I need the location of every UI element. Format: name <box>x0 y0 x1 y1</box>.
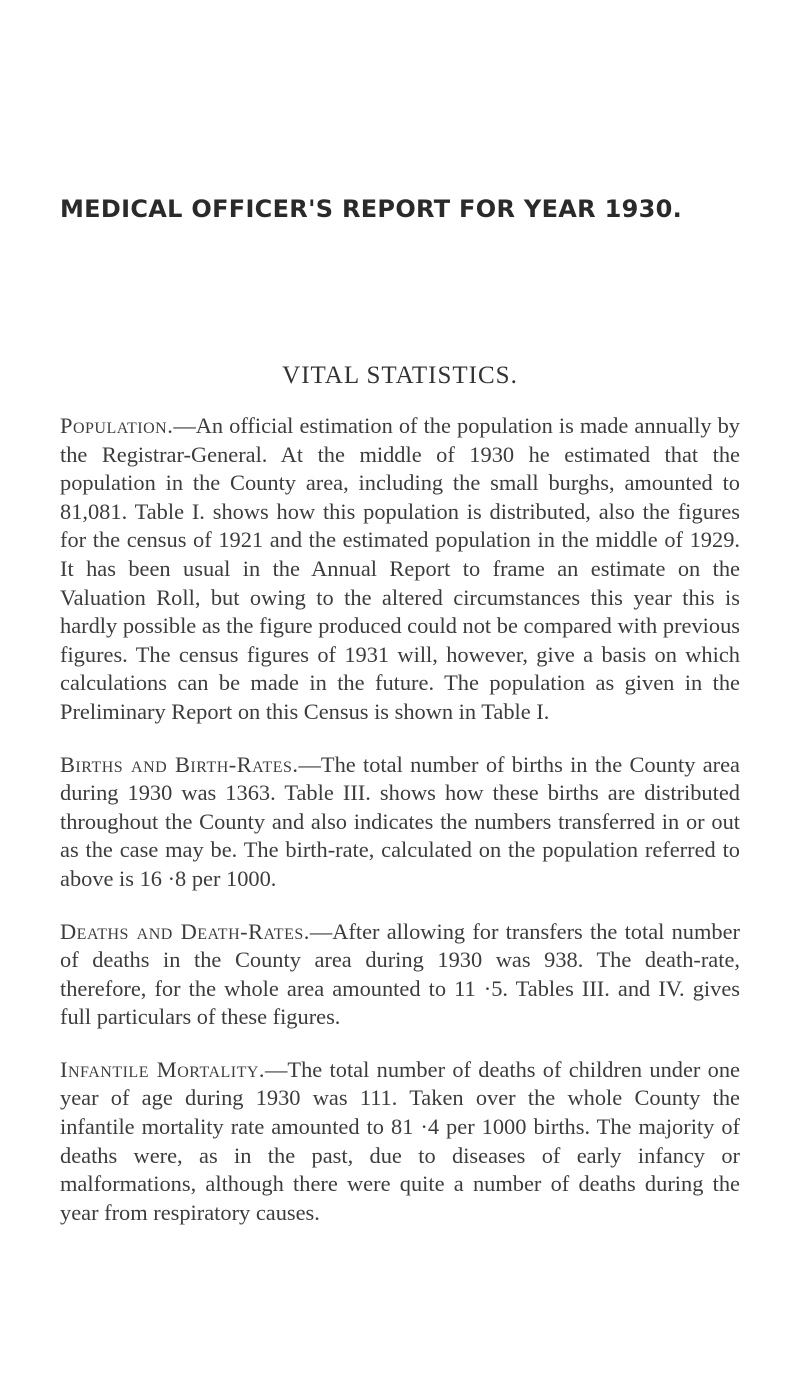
paragraph-text: —The total number of births in the County area during 1930 was 1363. Table III. shows how these births are distributed throughout the County and also indicates the numbers transferred in or out as the case may be. The birth-rate, calculated on the population referred to above is 16 ·8 per 1000. <box>60 751 740 891</box>
report-header: MEDICAL OFFICER'S REPORT FOR YEAR 1930. <box>60 195 682 223</box>
paragraph-heading: Deaths and Death-Rates. <box>60 918 310 944</box>
paragraph-births <box>60 751 740 894</box>
paragraph-deaths <box>60 918 740 1032</box>
paragraph-population <box>60 412 740 727</box>
paragraph-text: —After allowing for transfers the total number of deaths in the County area during 1930 was 938. The death-rate, therefore, for the whole area amounted to 11 ·5. Tables III. and IV. gives full particulars of these figures. <box>60 918 740 1030</box>
paragraph-heading: Infantile Mortality. <box>60 1056 266 1082</box>
paragraph-text: —The total number of deaths of children under one year of age during 1930 was 111. Taken over the whole County the infantile mortality rate amounted to 81 ·4 per 1000 births. The majority of deaths were, as in the past, due to diseases of early infancy or malformations, although there were quite a number of deaths during the year from respiratory causes. <box>60 1056 740 1225</box>
paragraph-text: —An official estimation of the population is made annually by the Registrar-General. At the middle of 1930 he estimated that the population in the County area, including the small burghs, amounted to 81,081. Table I. shows how this population is distributed, also the figures for the census of 1921 and the estimated population in the middle of 1929. It has been usual in the Annual Report to frame an estimate on the Valuation Roll, but owing to the altered circumstances this year this is hardly possible as the figure produced could not be compared with previous figures. The census figures of 1931 will, however, give a basis on which calculations can be made in the future. The population as given in the Preliminary Report on this Census is shown in Table I. <box>60 413 740 724</box>
paragraph-heading: Population. <box>60 413 174 438</box>
paragraph-infantile-mortality <box>60 1056 740 1228</box>
section-title: VITAL STATISTICS. <box>282 362 518 389</box>
report-body <box>60 412 740 1251</box>
paragraph-heading: Births and Birth-Rates. <box>60 751 299 777</box>
